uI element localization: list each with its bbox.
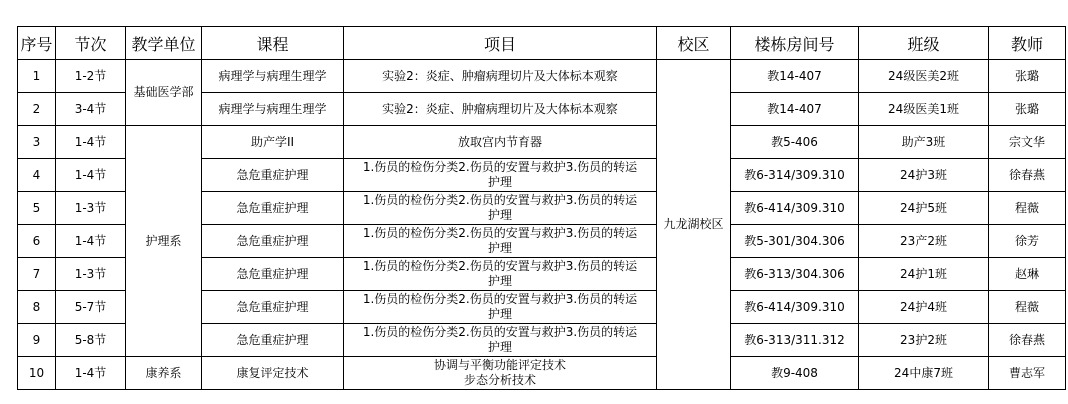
- cell-course[interactable]: 康复评定技术: [202, 357, 344, 390]
- project-line-1: 协调与平衡功能评定技术: [433, 358, 566, 372]
- header-teacher[interactable]: 教师: [989, 27, 1066, 60]
- cell-room[interactable]: 教5-301/304.306: [731, 225, 859, 258]
- cell-course[interactable]: 病理学与病理生理学: [202, 93, 344, 126]
- cell-unit-rehab[interactable]: 康养系: [126, 357, 202, 390]
- cell-course[interactable]: 助产学II: [202, 126, 344, 159]
- cell-project[interactable]: 实验2：炎症、肿瘤病理切片及大体标本观察: [344, 60, 657, 93]
- header-room[interactable]: 楼栋房间号: [731, 27, 859, 60]
- cell-project[interactable]: [344, 324, 657, 357]
- cell-period[interactable]: 5-8节: [56, 324, 126, 357]
- cell-period[interactable]: 3-4节: [56, 93, 126, 126]
- cell-room[interactable]: 教6-414/309.310: [731, 291, 859, 324]
- project-line-1: 1.伤员的检伤分类2.伤员的安置与救护3.伤员的转运: [362, 226, 638, 240]
- project-line-1: 1.伤员的检伤分类2.伤员的安置与救护3.伤员的转运: [362, 325, 638, 339]
- table-row: [18, 357, 1066, 390]
- cell-teacher[interactable]: 张璐: [989, 93, 1066, 126]
- cell-teacher[interactable]: 程薇: [989, 192, 1066, 225]
- cell-project[interactable]: [344, 225, 657, 258]
- cell-project[interactable]: [344, 357, 657, 390]
- cell-period[interactable]: 1-2节: [56, 60, 126, 93]
- header-campus[interactable]: 校区: [657, 27, 731, 60]
- cell-room[interactable]: 教14-407: [731, 60, 859, 93]
- cell-teacher[interactable]: 张璐: [989, 60, 1066, 93]
- cell-period[interactable]: 1-4节: [56, 126, 126, 159]
- cell-teacher[interactable]: 宗文华: [989, 126, 1066, 159]
- cell-class[interactable]: 24护4班: [859, 291, 989, 324]
- cell-unit-basic-medicine[interactable]: 基础医学部: [126, 60, 202, 126]
- project-line-2: 护理: [487, 340, 512, 354]
- cell-room[interactable]: 教9-408: [731, 357, 859, 390]
- project-line-2: 护理: [487, 307, 512, 321]
- cell-course[interactable]: 急危重症护理: [202, 291, 344, 324]
- table-row: [18, 60, 1066, 93]
- project-line-1: 1.伤员的检伤分类2.伤员的安置与救护3.伤员的转运: [362, 292, 638, 306]
- cell-course[interactable]: 急危重症护理: [202, 258, 344, 291]
- cell-course[interactable]: 急危重症护理: [202, 324, 344, 357]
- cell-teacher[interactable]: 赵琳: [989, 258, 1066, 291]
- project-line-2: 护理: [487, 274, 512, 288]
- cell-teacher[interactable]: 徐春燕: [989, 159, 1066, 192]
- cell-period[interactable]: 1-3节: [56, 258, 126, 291]
- cell-no[interactable]: 10: [18, 357, 56, 390]
- cell-period[interactable]: 1-4节: [56, 225, 126, 258]
- cell-room[interactable]: 教6-314/309.310: [731, 159, 859, 192]
- cell-teacher[interactable]: 程薇: [989, 291, 1066, 324]
- cell-class[interactable]: 24级医美1班: [859, 93, 989, 126]
- cell-project[interactable]: 放取宫内节育器: [344, 126, 657, 159]
- project-line-1: 1.伤员的检伤分类2.伤员的安置与救护3.伤员的转运: [362, 193, 638, 207]
- cell-project[interactable]: [344, 258, 657, 291]
- project-line-2: 步态分析技术: [463, 373, 536, 387]
- cell-unit-nursing[interactable]: 护理系: [126, 126, 202, 357]
- header-course[interactable]: 课程: [202, 27, 344, 60]
- cell-room[interactable]: 教14-407: [731, 93, 859, 126]
- schedule-table: [17, 26, 1066, 390]
- cell-project[interactable]: [344, 192, 657, 225]
- cell-class[interactable]: 24护3班: [859, 159, 989, 192]
- cell-course[interactable]: 病理学与病理生理学: [202, 60, 344, 93]
- cell-no[interactable]: 4: [18, 159, 56, 192]
- project-line-1: 1.伤员的检伤分类2.伤员的安置与救护3.伤员的转运: [362, 160, 638, 174]
- project-line-1: 1.伤员的检伤分类2.伤员的安置与救护3.伤员的转运: [362, 259, 638, 273]
- cell-project[interactable]: [344, 159, 657, 192]
- cell-campus[interactable]: 九龙湖校区: [657, 60, 731, 390]
- cell-no[interactable]: 3: [18, 126, 56, 159]
- project-line-2: 护理: [487, 175, 512, 189]
- header-period[interactable]: 节次: [56, 27, 126, 60]
- cell-class[interactable]: 23护2班: [859, 324, 989, 357]
- cell-no[interactable]: 9: [18, 324, 56, 357]
- cell-class[interactable]: 24护5班: [859, 192, 989, 225]
- cell-room[interactable]: 教5-406: [731, 126, 859, 159]
- cell-no[interactable]: 1: [18, 60, 56, 93]
- cell-teacher[interactable]: 徐芳: [989, 225, 1066, 258]
- cell-period[interactable]: 5-7节: [56, 291, 126, 324]
- project-line-2: 护理: [487, 208, 512, 222]
- cell-class[interactable]: 23产2班: [859, 225, 989, 258]
- cell-course[interactable]: 急危重症护理: [202, 192, 344, 225]
- cell-class[interactable]: 24护1班: [859, 258, 989, 291]
- table-row: [18, 126, 1066, 159]
- header-no[interactable]: 序号: [18, 27, 56, 60]
- header-unit[interactable]: 教学单位: [126, 27, 202, 60]
- cell-period[interactable]: 1-3节: [56, 192, 126, 225]
- cell-room[interactable]: 教6-414/309.310: [731, 192, 859, 225]
- cell-class[interactable]: 24中康7班: [859, 357, 989, 390]
- cell-teacher[interactable]: 徐春燕: [989, 324, 1066, 357]
- project-line-2: 护理: [487, 241, 512, 255]
- cell-period[interactable]: 1-4节: [56, 357, 126, 390]
- cell-class[interactable]: 24级医美2班: [859, 60, 989, 93]
- header-project[interactable]: 项目: [344, 27, 657, 60]
- cell-no[interactable]: 2: [18, 93, 56, 126]
- cell-course[interactable]: 急危重症护理: [202, 225, 344, 258]
- cell-room[interactable]: 教6-313/311.312: [731, 324, 859, 357]
- header-class[interactable]: 班级: [859, 27, 989, 60]
- cell-project[interactable]: 实验2：炎症、肿瘤病理切片及大体标本观察: [344, 93, 657, 126]
- cell-no[interactable]: 6: [18, 225, 56, 258]
- cell-no[interactable]: 5: [18, 192, 56, 225]
- cell-project[interactable]: [344, 291, 657, 324]
- header-row: [18, 27, 1066, 60]
- cell-course[interactable]: 急危重症护理: [202, 159, 344, 192]
- cell-class[interactable]: 助产3班: [859, 126, 989, 159]
- cell-room[interactable]: 教6-313/304.306: [731, 258, 859, 291]
- cell-no[interactable]: 8: [18, 291, 56, 324]
- cell-no[interactable]: 7: [18, 258, 56, 291]
- cell-teacher[interactable]: 曹志军: [989, 357, 1066, 390]
- cell-period[interactable]: 1-4节: [56, 159, 126, 192]
